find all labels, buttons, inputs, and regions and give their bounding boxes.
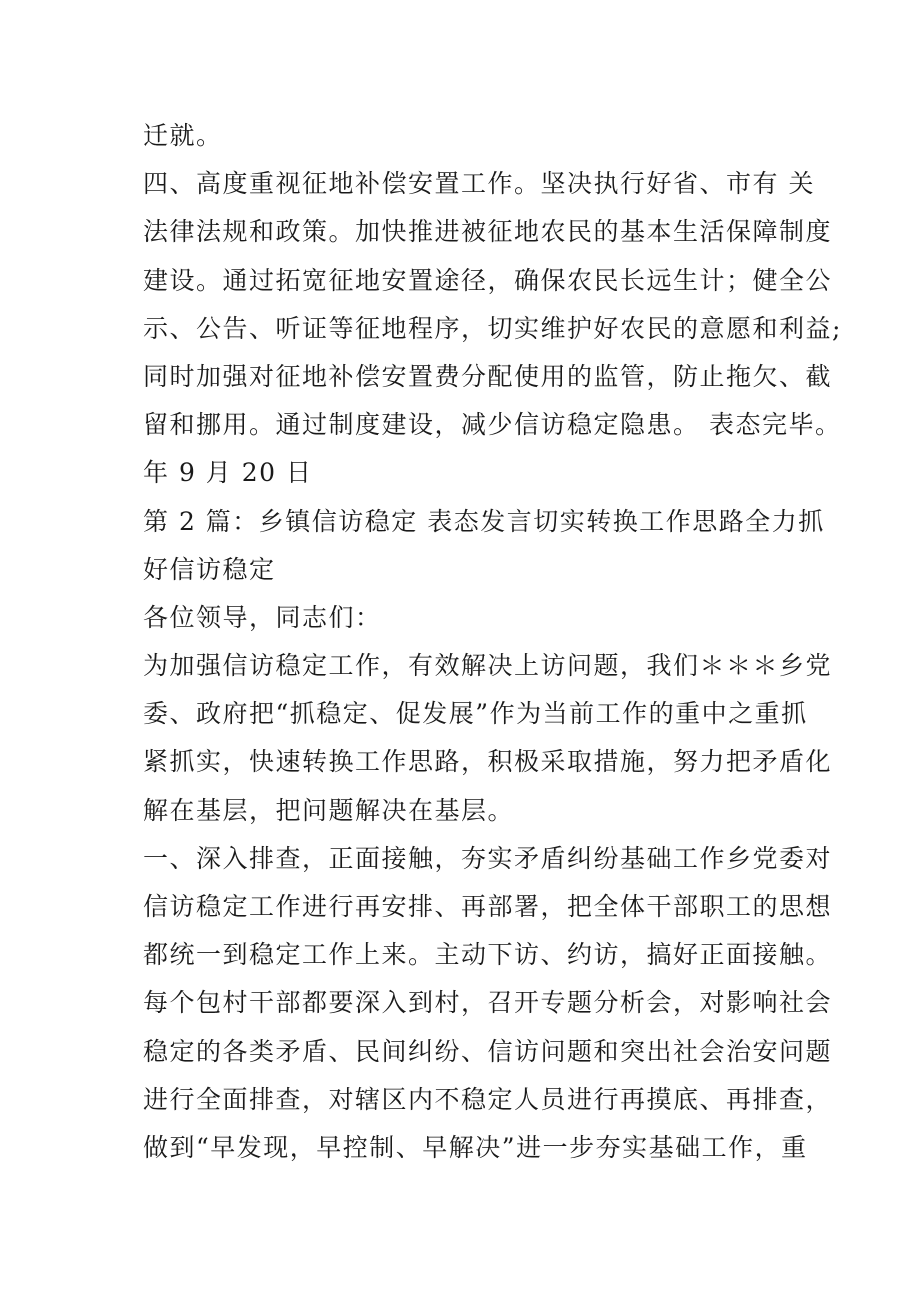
text-line: 示、公告、听证等征地程序，切实维护好农民的意愿和利益;: [143, 313, 842, 343]
text-line: 稳定的各类矛盾、民间纠纷、信访问题和突出社会治安问题: [143, 1036, 833, 1066]
document-body: [143, 112, 842, 1172]
section-title: 第 2 篇：乡镇信访稳定 表态发言切实转换工作思路全力抓: [143, 506, 825, 536]
text-line: 每个包村干部都要深入到村，召开专题分析会，对影响社会: [143, 988, 833, 1018]
text-line: 一、深入排查，正面接触，夯实矛盾纠纷基础工作乡党委对: [143, 843, 833, 873]
text-line: 委、政府把“抓稳定、促发展”作为当前工作的重中之重抓: [143, 699, 808, 729]
text-line: 为加强信访稳定工作，有效解决上访问题，我们＊＊＊乡党: [143, 651, 833, 681]
text-line: 做到“早发现，早控制、早解决”进一步夯实基础工作，重: [143, 1132, 808, 1162]
text-line: 解在基层，把问题解决在基层。: [143, 795, 515, 825]
text-line: 信访稳定工作进行再安排、再部署，把全体干部职工的思想: [143, 892, 833, 921]
text-line: 建设。通过拓宽征地安置途径，确保农民长远生计；健全公: [143, 265, 833, 295]
text-line: 紧抓实，快速转换工作思路，积极采取措施，努力把矛盾化: [143, 747, 833, 777]
salutation: 各位领导，同志们：: [143, 602, 382, 632]
text-line: 法律法规和政策。加快推进被征地农民的基本生活保障制度: [143, 217, 833, 247]
text-line: 迁就。: [143, 121, 223, 150]
text-line: 进行全面排查，对辖区内不稳定人员进行再摸底、再排查，: [143, 1084, 833, 1114]
date-line: 年 9 月 20 日: [143, 458, 313, 488]
text-line: 都统一到稳定工作上来。主动下访、约访，搞好正面接触。: [143, 940, 833, 970]
text-line: 四、高度重视征地补偿安置工作。坚决执行好省、市有 关: [143, 169, 815, 199]
section-title: 好信访稳定: [143, 554, 276, 584]
text-line: 同时加强对征地补偿安置费分配使用的监管，防止拖欠、截: [143, 361, 833, 391]
text-line: 留和挪用。通过制度建设，减少信访稳定隐患。 表态完毕。: [143, 410, 842, 440]
